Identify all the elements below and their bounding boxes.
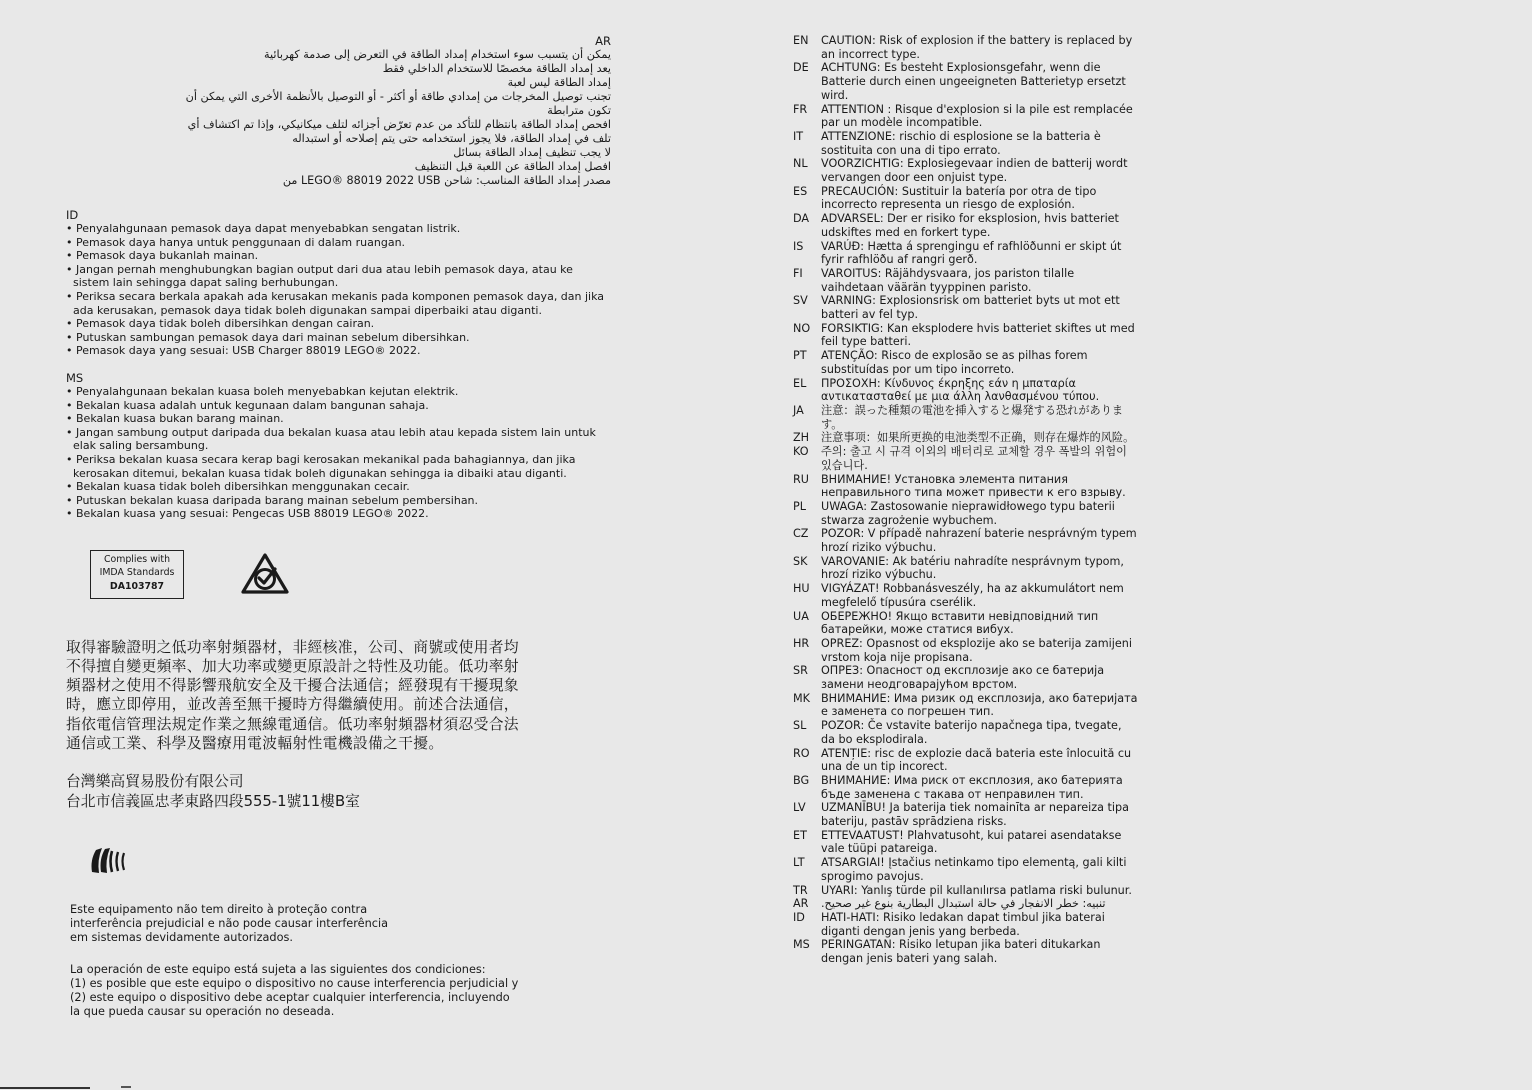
warning-text: PERINGATAN: Risiko letupan jika bateri ditukarkan dengan jenis bateri yang salah. [821, 938, 1101, 966]
warning-text: ОБЕРЕЖНО! Якщо вставити невідповідний тип батарейки, може статися вибух. [821, 609, 1099, 637]
language-code: PL [793, 499, 806, 513]
ncc-statement: 取得審驗證明之低功率射頻器材，非經核准，公司、商號或使用者均不得擅自變更頻率、加大功率或變更原設計之特性及功能。低功率射頻器材之使用不得影響飛航安全及干擾合法通信；經發現有干擾現象時，應立即停用，並改善至無干擾時方得繼續使用。前述合法通信，指依電信管理法規定作業之無線電通信。低功率射頻器材須忍受合法通信或工業、科學及醫療用電波輻射性電機設備之干擾。 [66, 638, 519, 752]
language-code: LV [793, 801, 806, 815]
warning-text: VARÚÐ: Hætta á sprengingu ef rafhlöðunni er skipt út fyrir rafhlöðu af rangri gerð. [821, 239, 1122, 267]
certification-marks [66, 550, 611, 632]
list-item: • Jangan pernah menghubungkan bagian output dari dua atau lebih pemasok daya, atau ke sistem lain sehingga dapat saling berhubungan. [66, 263, 611, 290]
arabic-line: مصدر إمداد الطاقة المناسب: شاحن LEGO® 88019 2022 USB من [282, 174, 611, 187]
warning-row [793, 829, 1138, 856]
language-code: CZ [793, 527, 809, 541]
arabic-section [66, 34, 611, 188]
text-line: em sistemas devidamente autorizados. [70, 931, 293, 945]
list-item: • Putuskan bekalan kuasa daripada barang mainan sebelum pembersihan. [66, 494, 611, 508]
language-code: RO [793, 746, 810, 760]
arabic-line: افحص إمداد الطاقة بانتظام للتأكد من عدم تعرّض أجزائه لتلف ميكانيكي، وإذا تم اكتشاف أي [187, 118, 611, 131]
rcm-mark-icon [240, 552, 290, 596]
warning-text: UZMANĪBU! Ja baterija tiek nomainīta ar nepareiza tipa bateriju, pastāv sprādziena risks. [821, 801, 1129, 829]
warning-text: ATSARGIAI! Įstačius netinkamo tipo elementą, gali kilti sprogimo pavojus. [821, 856, 1127, 883]
warning-row [793, 801, 1138, 828]
company-address: 台北市信義區忠孝東路四段555-1號11樓B室 [66, 793, 360, 811]
language-code: ES [793, 184, 808, 198]
warning-text: 주의: 출고 시 규격 이외의 배터리로 교체할 경우 폭발의 위험이 있습니다. [821, 445, 1127, 472]
warning-row [793, 103, 1138, 130]
language-code: LT [793, 856, 805, 870]
warning-row [793, 185, 1138, 212]
warning-row [793, 555, 1138, 582]
list-item: • Bekalan kuasa yang sesuai: Pengecas USB 88019 LEGO® 2022. [66, 507, 611, 521]
ift-statement [70, 963, 560, 1019]
text-line: (1) es posible que este equipo o dispositivo no cause interferencia perjudicial y [70, 977, 519, 991]
arabic-line: يمكن أن يتسبب سوء استخدام إمداد الطاقة في التعرض إلى صدمة كهربائية [264, 48, 611, 61]
language-code: UA [793, 609, 809, 623]
warning-row [793, 856, 1138, 883]
warning-text: 注意事项：如果所更换的电池类型不正确，则存在爆炸的风险。 [821, 431, 1135, 445]
warning-row [793, 527, 1138, 554]
list-item: • Pemasok daya bukanlah mainan. [66, 249, 611, 263]
language-code: SK [793, 554, 808, 568]
language-code: MS [793, 938, 810, 952]
arabic-line: إمداد الطاقة ليس لعبة [507, 76, 611, 89]
footer-mark [121, 1086, 131, 1088]
indonesian-list [66, 222, 611, 358]
warning-text: ADVARSEL: Der er risiko for eksplosion, hvis batteriet udskiftes med en forkert type. [821, 212, 1119, 239]
warning-text: ACHTUNG: Es besteht Explosionsgefahr, wenn die Batterie durch einen ungeeigneten Batterietyp ersetzt wird. [821, 61, 1126, 102]
warning-text: ATENȚIE: risc de explozie dacă bateria este înlocuită cu una de un tip incorect. [821, 746, 1132, 774]
warning-text: OPREZ: Opasnost od eksplozije ako se baterija zamijeni vrstom koja nije propisana. [821, 636, 1132, 664]
warning-text: POZOR: Če vstavite baterijo napačnega tipa, tvegate, da bo eksplodirala. [821, 719, 1122, 746]
warning-text: VARNING: Explosionsrisk om batteriet byts ut mot ett batteri av fel typ. [821, 294, 1120, 322]
warning-row [793, 267, 1138, 294]
warning-row [793, 240, 1138, 267]
warning-text: PRECAUCIÓN: Sustituir la batería por otra de tipo incorrecto representa un riesgo de explosión. [821, 184, 1097, 212]
warning-row [793, 322, 1138, 349]
language-code: DE [793, 61, 809, 75]
warning-text: POZOR: V případě nahrazení baterie nesprávným typem hrozí riziko výbuchu. [821, 527, 1137, 555]
malay-list [66, 385, 611, 521]
warning-row [793, 582, 1138, 609]
language-code: IS [793, 239, 804, 253]
arabic-line: تجنب توصيل المخرجات من إمدادي طاقة أو أكثر - أو التوصيل بالأنظمة الأخرى التي يمكن أن [185, 90, 611, 103]
imda-compliance-badge [90, 550, 184, 599]
warning-text: HATI-HATI: Risiko ledakan dapat timbul jika baterai diganti dengan jenis yang berbeda. [821, 911, 1105, 938]
warning-text: ВНИМАНИЕ: Има риск от експлозия, ако батерията бъде заменена с такава от неправилен тип. [821, 773, 1123, 801]
list-item: • Pemasok daya hanya untuk penggunaan di dalam ruangan. [66, 236, 611, 250]
warning-row [793, 911, 1138, 938]
warning-row [793, 692, 1138, 719]
warning-row [793, 61, 1138, 102]
text-line: La operación de este equipo está sujeta a las siguientes dos condiciones: [70, 963, 486, 977]
warning-text: FORSIKTIG: Kan eksplodere hvis batteriet skiftes ut med feil type batteri. [821, 321, 1135, 349]
warning-text: VOORZICHTIG: Explosiegevaar indien de batterij wordt vervangen door een onjuist type. [821, 157, 1128, 185]
imda-code: DA103787 [109, 580, 165, 592]
warning-row [793, 500, 1138, 527]
language-code: AR [793, 897, 809, 911]
language-code: IT [793, 129, 804, 143]
language-code: SV [793, 294, 808, 308]
warning-row [793, 747, 1138, 774]
language-code: EL [793, 376, 807, 390]
warning-row [793, 884, 1138, 898]
warning-text: ATTENTION : Risque d'explosion si la pile est remplacée par un modèle incompatible. [821, 102, 1133, 130]
text-line: (2) este equipo o dispositivo debe aceptar cualquier interferencia, incluyendo [70, 991, 510, 1005]
warning-row [793, 404, 1138, 431]
language-code: FI [793, 266, 803, 280]
warning-row [793, 664, 1138, 691]
language-code: HU [793, 582, 810, 596]
language-code-ms: MS [66, 370, 84, 385]
language-code: DA [793, 212, 810, 226]
warning-text: VIGYÁZAT! Robbanásveszély, ha az akkumulátort nem megfelelő típusúra cserélik. [821, 582, 1124, 609]
language-code: SR [793, 664, 808, 678]
warning-row [793, 473, 1138, 500]
anatel-statement [70, 903, 550, 945]
warning-row [793, 431, 1138, 445]
warning-text: 注意：誤った種類の電池を挿入すると爆発する恐れがあります。 [821, 403, 1124, 431]
language-code: ID [793, 911, 805, 924]
warning-row [793, 212, 1138, 239]
warning-text: ETTEVAATUST! Plahvatusoht, kui patarei asendatakse vale tüüpi patareiga. [821, 828, 1122, 856]
anatel-logo-icon [88, 842, 128, 878]
language-code: SL [793, 719, 807, 733]
warning-row [793, 157, 1138, 184]
language-code: NL [793, 157, 808, 171]
list-item: • Penyalahgunaan bekalan kuasa boleh menyebabkan kejutan elektrik. [66, 385, 611, 399]
language-code: JA [793, 403, 804, 417]
warning-row [793, 34, 1138, 61]
arabic-line: افصل إمداد الطاقة عن اللعبة قبل التنظيف [414, 160, 611, 173]
list-item: • Periksa secara berkala apakah ada kerusakan mekanis pada komponen pemasok daya, dan jika ada kerusakan, pemasok daya tidak boleh digunakan sampai diperbaiki atau diganti. [66, 290, 611, 317]
language-code: PT [793, 349, 807, 363]
warning-row [793, 637, 1138, 664]
list-item: • Pemasok daya tidak boleh dibersihkan dengan cairan. [66, 317, 611, 331]
language-code: NO [793, 321, 811, 335]
warning-text: UWAGA: Zastosowanie nieprawidłowego typu baterii stwarza zagrożenie wybuchem. [821, 499, 1115, 527]
imda-line-1: Complies with [103, 553, 171, 565]
warning-text: ATENÇÃO: Risco de explosão se as pilhas forem substituídas por um tipo incorreto. [821, 349, 1088, 376]
warning-text: ΠΡΟΣΟΧΗ: Κίνδυνος έκρηξης εάν η μπαταρία αντικατασταθεί με μια άλλη λανθασμένου τύπου. [821, 376, 1100, 404]
warning-text: ATTENZIONE: rischio di esplosione se la batteria è sostituita con una di tipo errato. [821, 129, 1101, 157]
language-code: KO [793, 445, 809, 459]
text-line: interferência prejudicial e não pode causar interferência [70, 917, 389, 931]
warning-row [793, 610, 1138, 637]
warning-row [793, 130, 1138, 157]
list-item: • Jangan sambung output daripada dua bekalan kuasa atau lebih atau kepada sistem lain untuk elak saling bersambung. [66, 426, 611, 453]
warning-row [793, 719, 1138, 746]
warning-row [793, 897, 1138, 911]
list-item: • Bekalan kuasa adalah untuk kegunaan dalam bangunan sahaja. [66, 399, 611, 413]
list-item: • Bekalan kuasa tidak boleh dibersihkan menggunakan cecair. [66, 480, 611, 494]
footer-rule [0, 1087, 90, 1089]
imda-line-2: IMDA Standards [99, 567, 175, 579]
warning-text: VAROVANIE: Ak batériu nahradíte nesprávnym typom, hrozí riziko výbuchu. [821, 554, 1124, 582]
arabic-line: لا يجب تنظيف إمداد الطاقة بسائل [453, 146, 611, 159]
language-code: TR [793, 883, 808, 897]
warning-text: VAROITUS: Räjähdysvaara, jos pariston tilalle vaihdetaan väärän tyyppinen paristo. [821, 266, 1075, 294]
warning-text: UYARI: Yanlış türde pil kullanılırsa patlama riski bulunur. [821, 883, 1132, 897]
arabic-line: يعد إمداد الطاقة مخصصًا للاستخدام الداخلي فقط [382, 62, 611, 75]
list-item: • Periksa bekalan kuasa secara kerap bagi kerosakan mekanikal pada bahagiannya, dan jika kerosakan ditemui, bekalan kuasa tidak boleh digunakan sehingga ia dibaiki atau diganti. [66, 453, 611, 480]
language-code: FR [793, 102, 808, 116]
language-code: EN [793, 34, 809, 47]
list-item: • Bekalan kuasa bukan barang mainan. [66, 412, 611, 426]
warning-text: ВНИМАНИЕ! Установка элемента питания неправильного типа может привести к его взрыву. [821, 472, 1126, 500]
language-code-id: ID [66, 208, 79, 222]
list-item: • Putuskan sambungan pemasok daya dari mainan sebelum dibersihkan. [66, 331, 611, 345]
warning-row [793, 445, 1138, 472]
warning-row [793, 349, 1138, 376]
language-code: ZH [793, 431, 810, 445]
list-item: • Penyalahgunaan pemasok daya dapat menyebabkan sengatan listrik. [66, 222, 611, 236]
left-column [66, 34, 611, 1019]
text-line: Este equipamento não tem direito à proteção contra [70, 903, 368, 917]
company-name: 台灣樂高貿易股份有限公司 [66, 773, 244, 791]
language-code: ET [793, 828, 807, 842]
text-line: la que pueda causar su operación no deseada. [70, 1005, 335, 1019]
warning-row [793, 377, 1138, 404]
warning-text: ВНИМАНИЕ: Има ризик од експлозија, ако батеријата е заменета со погрешен тип. [821, 691, 1138, 719]
warning-text: ОПРЕЗ: Опасност од експлозије ако се батерија замени неодговарајућом врстом. [821, 664, 1105, 692]
arabic-line: تلف في إمداد الطاقة، فلا يجوز استخدامه حتى يتم إصلاحه أو استبداله [292, 132, 611, 145]
language-code: RU [793, 472, 809, 486]
language-code: MK [793, 691, 810, 705]
language-code: HR [793, 636, 810, 650]
language-code-ar: AR [595, 34, 611, 48]
warning-row [793, 774, 1138, 801]
warning-text: CAUTION: Risk of explosion if the battery is replaced by an incorrect type. [821, 34, 1133, 61]
warning-row [793, 294, 1138, 321]
list-item: • Pemasok daya yang sesuai: USB Charger 88019 LEGO® 2022. [66, 344, 611, 358]
language-code: BG [793, 773, 810, 787]
warning-text: تنبيه: خطر الانفجار في حالة استبدال البطارية بنوع غير صحيح. [821, 897, 1106, 911]
indonesian-section [66, 208, 611, 358]
arabic-line: تكون مترابطة [547, 104, 611, 117]
malay-section [66, 371, 611, 521]
company-info [66, 772, 611, 812]
warning-row [793, 938, 1138, 965]
battery-warnings [793, 34, 1138, 966]
